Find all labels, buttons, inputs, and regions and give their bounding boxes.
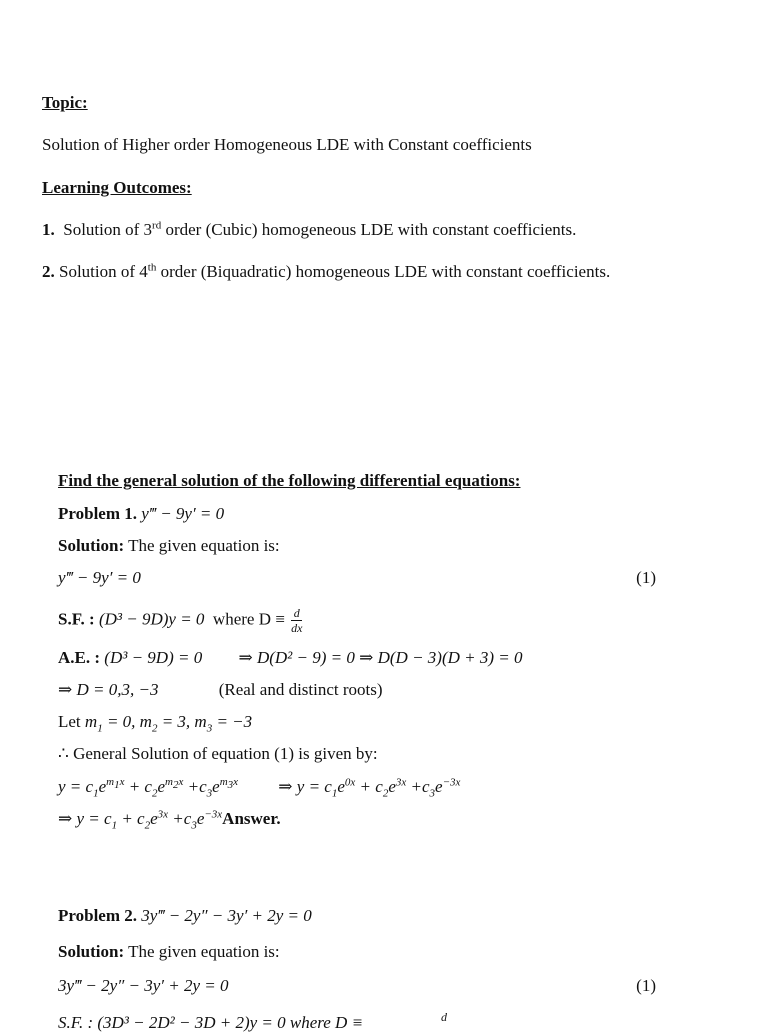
problem-1-roots <box>58 679 383 701</box>
problem-1-let-line: Let $m_1 = 0$, $m_2 = 3$, $m_3 = -3$ <box>58 712 253 735</box>
topic-label: Topic: <box>42 93 88 112</box>
problem-equation: 3y‴ − 2y″ − 3y′ + 2y = 0 <box>141 906 312 925</box>
problem-2-equation-line: 3y‴ − 2y″ − 3y′ + 2y = 0 <box>58 976 229 995</box>
topic-text: Solution of Higher order Homogeneous LDE with Constant coefficients <box>42 135 532 154</box>
sf-expression: (D³ − 9D)y = 0 <box>98 609 205 629</box>
outcome-item-2 <box>42 261 610 283</box>
problem-1-auxiliary-equation <box>58 647 523 669</box>
ordinal-suffix: th <box>147 261 157 274</box>
solution-text: The given equation is: <box>128 536 280 555</box>
problem-1-symbolic-form <box>58 606 304 635</box>
equation-number: (1) <box>636 976 656 995</box>
problem-2-statement <box>58 905 312 927</box>
outcome-number: 1. <box>42 220 55 239</box>
answer-label: Answer. <box>222 809 281 828</box>
outcome-text-rest: order (Cubic) homogeneous LDE with constant coefficients. <box>161 220 577 239</box>
equation-number: (1) <box>636 568 656 587</box>
problem-2-solution-intro <box>58 941 280 963</box>
problem-1-answer: ⇒ $y = c_1 + c_2e^{3x}$ $+c_3e^{-3x}Answer$. <box>58 808 281 832</box>
section-heading: Find the general solution of the following differential equations: <box>58 471 521 490</box>
sf-where: where D ≡ <box>212 609 285 629</box>
partial-fraction-numerator: d <box>441 1010 447 1024</box>
roots-note: (Real and distinct roots) <box>218 680 383 699</box>
partial-line: S.F. : (3D³ − 2D² − 3D + 2)y = 0 where D ≡ <box>58 1013 364 1032</box>
ae-implication: ⇒ D(D² − 9) = 0 ⇒ D(D − 3)(D + 3) = 0 <box>238 648 523 667</box>
outcomes-label: Learning Outcomes: <box>42 178 192 197</box>
solution-text: The given equation is: <box>128 942 280 961</box>
derivative-fraction <box>291 606 302 635</box>
problem-1-statement <box>58 503 224 525</box>
problem-1-general-solution-form: $y = c_1e^{m_1x} + c_2e^{m_2x} +c_3e^{m_3x}$ ⇒ $y = c_1e^{0x} + c_2e^{3x} +c_3e^{-3x}$ <box>58 776 461 800</box>
problem-1-solution-intro <box>58 535 280 557</box>
ae-label: A.E. : <box>58 648 101 667</box>
problem-2-symbolic-form-partial <box>58 1012 363 1034</box>
outcome-text-rest: order (Biquadratic) homogeneous LDE with constant coefficients. <box>156 262 611 281</box>
fraction-numerator: d <box>291 606 302 621</box>
solution-label: Solution: <box>58 536 125 555</box>
problem-label: Problem 1. <box>58 504 138 523</box>
solution-label: Solution: <box>58 942 125 961</box>
outcome-text: Solution of 3 <box>63 220 153 239</box>
outcome-text: Solution of 4 <box>59 262 148 281</box>
outcome-item-1 <box>42 219 576 241</box>
problem-1-equation-line: y‴ − 9y′ = 0 <box>58 568 141 587</box>
fraction-denominator: dx <box>291 621 303 635</box>
outcome-number: 2. <box>42 262 55 281</box>
problem-equation: y‴ − 9y′ = 0 <box>141 504 225 523</box>
problem-1-general-solution-intro: ∴ General Solution of equation (1) is given by: <box>58 744 378 763</box>
problem-label: Problem 2. <box>58 906 138 925</box>
roots-expression: ⇒ D = 0,3, −3 <box>58 680 159 699</box>
sf-label: S.F. : <box>58 609 95 629</box>
ae-expression: (D³ − 9D) = 0 <box>104 648 203 667</box>
ordinal-suffix: rd <box>152 219 162 232</box>
